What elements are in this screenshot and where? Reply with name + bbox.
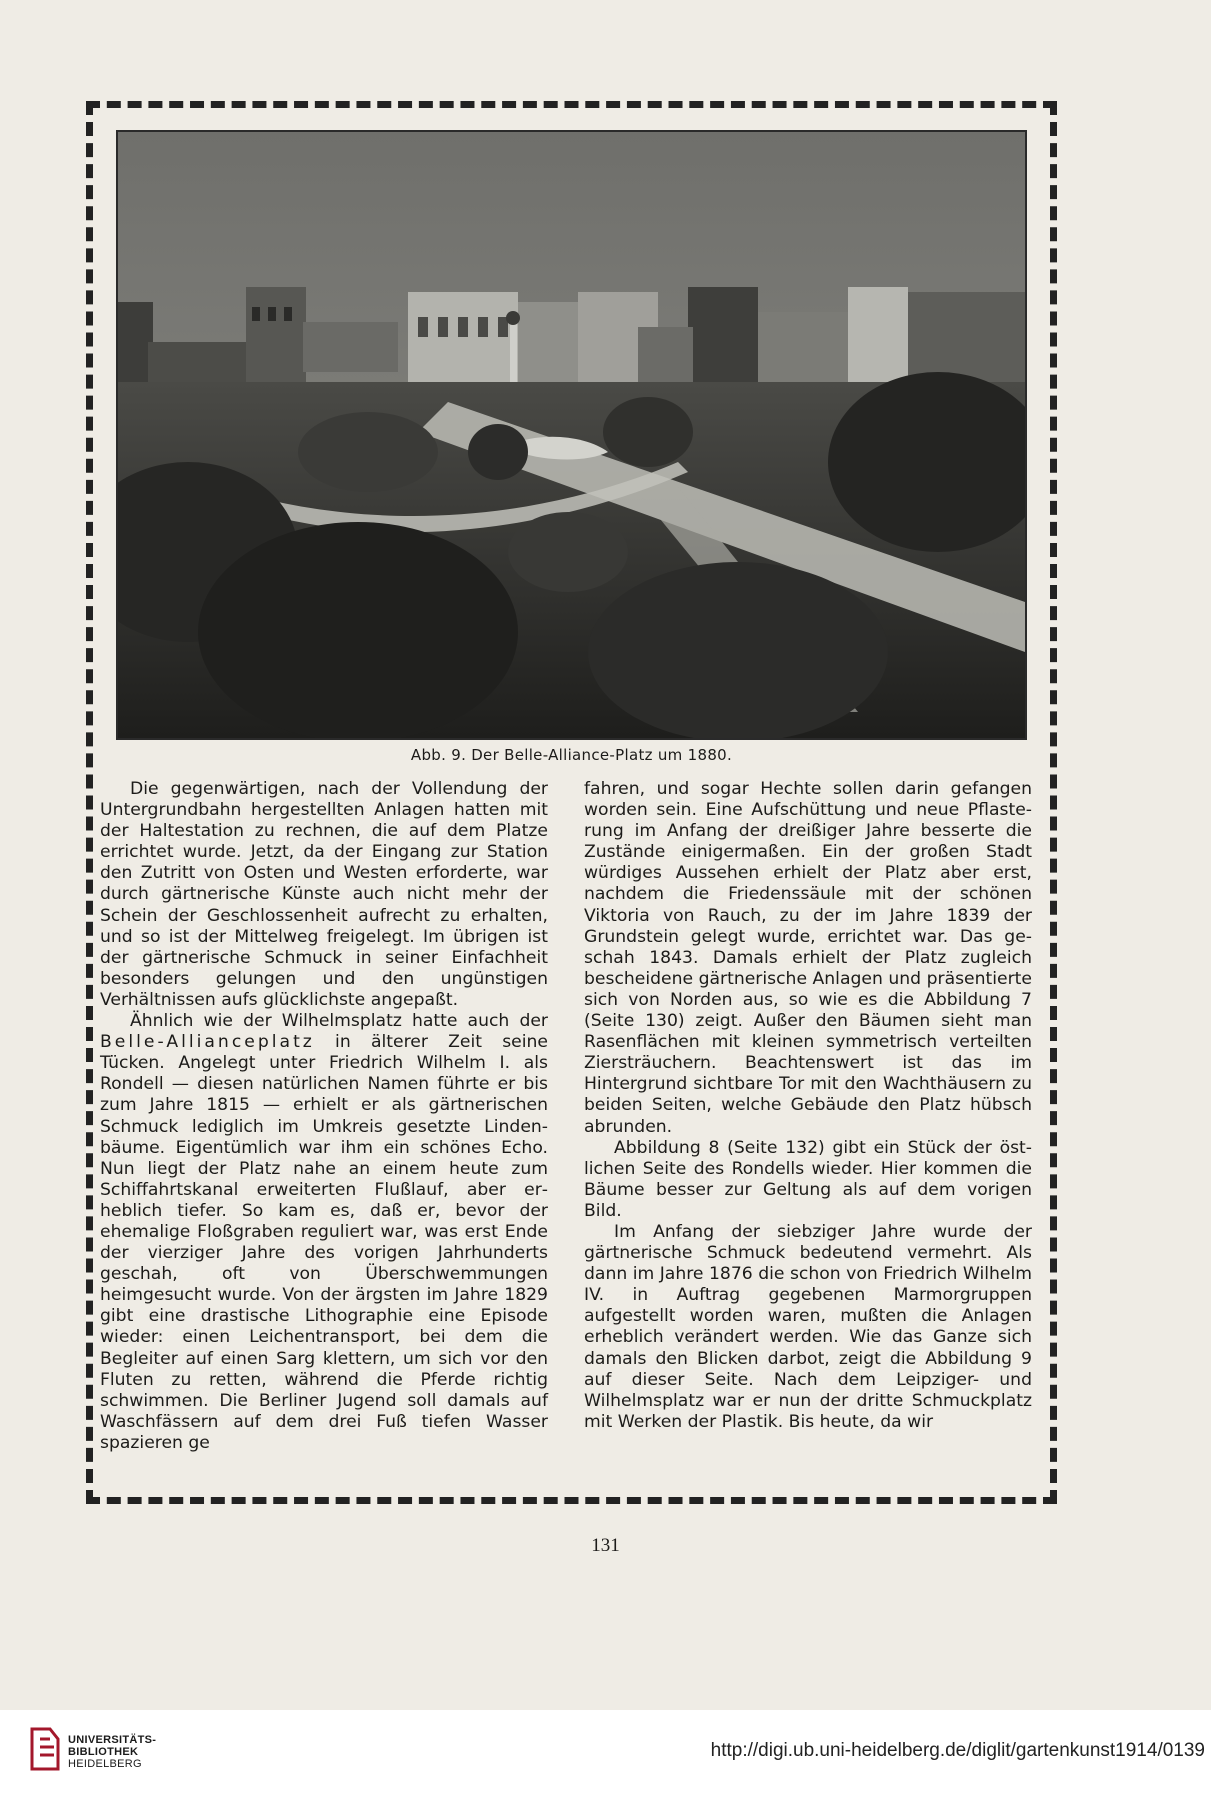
library-name: UNIVERSITÄTS- BIBLIOTHEK HEIDELBERG [68, 1734, 157, 1770]
paragraph-text: in älterer Zeit seine Tücken. Angelegt unter Friedrich Wilhelm I. als Rondell — diesen natürlichen Namen führte er bis zum Jahre 1815 — erhielt er als gärtnerischen Schmuck lediglich im Umkreis gesetzte Lindenbäume. Eigentümlich war ihm ein schönes Echo. Nun liegt der Platz nahe an einem heute zum Schiffahrtskanal erweiterten Flußlauf, aber erheblich tiefer. So kam es, daß er, bevor der ehemalige Floßgraben reguliert war, was erst Ende der vierziger Jahre des vorigen Jahrhunderts geschah, oft von Überschwemmungen heimgesucht wurde. Von der ärgsten im Jahre 1829 gibt eine drastische Lithographie eine Episode wieder: einen Leichentransport, bei dem die Begleiter auf einen Sarg klettern, um sich vor den Fluten zu retten, während die Pferde richtig schwimmen. Die Berliner Jugend soll damals auf Waschfässern auf dem drei Fuß tiefen Wasser spazieren ge [100, 1032, 548, 1453]
photograph [116, 130, 1027, 740]
paragraph: Die gegenwärtigen, nach der Vollendung der Untergrundbahn hergestellten Anlagen hatten mit der Haltestation zu rechnen, die auf dem Platze errichtet wurde. Jetzt, da der Eingang zur Station den Zutritt von Osten und Westen erforderte, war durch gärtnerische Künste auch nicht mehr der Schein der Geschlossenheit aufrecht zu erhalten, und so ist der Mittelweg freigelegt. Im übrigen ist der gärtnerische Schmuck in seiner Einfachheit besonders gelungen und den ungünstigen Verhältnissen aufs glücklichste angepaßt. [100, 779, 548, 1010]
figure-caption: Abb. 9. Der Belle-Alliance-Platz um 1880. [410, 746, 733, 764]
square-photograph-image [118, 132, 1025, 738]
text-column-left [100, 779, 548, 1454]
spaced-place-name: Belle-Allianceplatz [100, 1032, 315, 1053]
paragraph-text: Ähnlich wie der Wilhelmsplatz hatte auch der [130, 1011, 548, 1032]
paragraph: Im Anfang der siebziger Jahre wurde der gärtnerische Schmuck bedeutend vermehrt. Als dann im Jahre 1876 die schon von Friedrich Wilhelm IV. in Auftrag gegebenen Marmorgruppen aufgestellt worden waren, mußten die Anlagen erheblich verändert werden. Wie das Ganze sich damals den Blicken darbot, zeigt die Abbildung 9 auf dieser Seite. Nach dem Leipziger- und Wilhelmsplatz war er nun der dritte Schmuckplatz mit Werken der Plastik. Bis heute, da wir [584, 1221, 1032, 1432]
footer [0, 1710, 1211, 1797]
library-logo-icon [28, 1725, 62, 1773]
source-url-link[interactable]: http://digi.ub.uni-heidelberg.de/diglit/gartenkunst1914/0139 [710, 1740, 1205, 1761]
text-column-right [584, 779, 1032, 1433]
paragraph: Abbildung 8 (Seite 132) gibt ein Stück der östlichen Seite des Rondells wieder. Hier kommen die Bäume besser zur Geltung als auf dem vorigen Bild. [584, 1137, 1032, 1221]
paragraph: fahren, und sogar Hechte sollen darin gefangen worden sein. Eine Aufschüttung und neue Pflasterung im Anfang der dreißiger Jahre besserte die Zustände einigermaßen. Ein der großen Stadt würdiges Aussehen erhielt der Platz aber erst, nachdem die Friedenssäule mit der schönen Viktoria von Rauch, zu der im Jahre 1839 der Grundstein gelegt wurde, errichtet war. Das geschah 1843. Damals erhielt der Platz zugleich bescheidene gärtnerische Anlagen und präsentierte sich von Norden aus, so wie es die Abbildung 7 (Seite 130) zeigt. Außer den Bäumen sieht man Rasenflächen mit kleinen symmetrisch verteilten Ziersträuchern. Beachtenswert ist das im Hintergrund sichtbare Tor mit den Wachthäusern zu beiden Seiten, welche Gebäude den Platz hübsch abrunden. [584, 779, 1032, 1137]
page-number: 131 [591, 1535, 620, 1556]
paragraph [100, 1011, 548, 1454]
